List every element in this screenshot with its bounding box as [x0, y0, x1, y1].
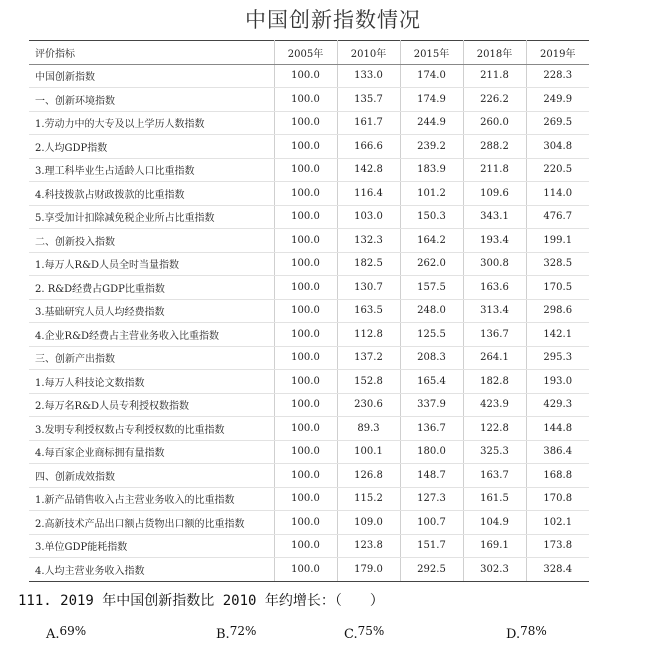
- option-a-value: 69%: [59, 624, 87, 638]
- index-value-cell: 262.0: [400, 252, 463, 276]
- index-value-cell: 123.8: [337, 534, 400, 558]
- table-row: [29, 464, 589, 488]
- index-value-cell: 100.0: [274, 182, 337, 206]
- index-value-cell: 100.0: [274, 111, 337, 135]
- indicator-name-cell: 3.单位GDP能耗指数: [29, 534, 274, 558]
- index-value-cell: 112.8: [337, 323, 400, 347]
- index-value-cell: 228.3: [526, 64, 589, 88]
- table-row: [29, 182, 589, 206]
- index-value-cell: 100.0: [274, 511, 337, 535]
- index-value-cell: 114.0: [526, 182, 589, 206]
- table-row: [29, 205, 589, 229]
- index-value-cell: 89.3: [337, 417, 400, 441]
- index-value-cell: 304.8: [526, 135, 589, 159]
- table-row: [29, 534, 589, 558]
- index-value-cell: 179.0: [337, 558, 400, 582]
- index-value-cell: 103.0: [337, 205, 400, 229]
- table-row: [29, 158, 589, 182]
- table-row: [29, 370, 589, 394]
- index-value-cell: 100.0: [274, 346, 337, 370]
- indicator-name-cell: 2.人均GDP指数: [29, 135, 274, 159]
- index-value-cell: 100.0: [274, 135, 337, 159]
- index-value-cell: 169.1: [463, 534, 526, 558]
- table-row: [29, 323, 589, 347]
- question-text: 111. 2019 年中国创新指数比 2010 年约增长：（ ）: [18, 593, 384, 609]
- index-value-cell: 211.8: [463, 64, 526, 88]
- index-value-cell: 182.8: [463, 370, 526, 394]
- table-row: [29, 487, 589, 511]
- index-value-cell: 476.7: [526, 205, 589, 229]
- index-value-cell: 269.5: [526, 111, 589, 135]
- option-d-letter: D.: [506, 627, 521, 642]
- table-row: [29, 393, 589, 417]
- table-row: [29, 417, 589, 441]
- index-value-cell: 132.3: [337, 229, 400, 253]
- index-value-cell: 100.0: [274, 417, 337, 441]
- option-b-letter: B.: [216, 627, 230, 642]
- table-row: [29, 299, 589, 323]
- index-value-cell: 150.3: [400, 205, 463, 229]
- indicator-name-cell: 1.新产品销售收入占主营业务收入的比重指数: [29, 487, 274, 511]
- index-value-cell: 166.6: [337, 135, 400, 159]
- table-row: [29, 511, 589, 535]
- table-row: [29, 229, 589, 253]
- indicator-name-cell: 2.高新技术产品出口额占货物出口额的比重指数: [29, 511, 274, 535]
- indicator-name-cell: 1.每万人R&D人员全时当量指数: [29, 252, 274, 276]
- index-value-cell: 199.1: [526, 229, 589, 253]
- column-header-2019: 2019年: [526, 41, 589, 65]
- index-value-cell: 161.7: [337, 111, 400, 135]
- index-value-cell: 163.5: [337, 299, 400, 323]
- index-value-cell: 182.5: [337, 252, 400, 276]
- index-value-cell: 208.3: [400, 346, 463, 370]
- index-value-cell: 100.0: [274, 323, 337, 347]
- index-value-cell: 100.0: [274, 487, 337, 511]
- index-value-cell: 102.1: [526, 511, 589, 535]
- index-value-cell: 130.7: [337, 276, 400, 300]
- index-value-cell: 161.5: [463, 487, 526, 511]
- index-value-cell: 100.0: [274, 393, 337, 417]
- index-value-cell: 302.3: [463, 558, 526, 582]
- index-value-cell: 295.3: [526, 346, 589, 370]
- index-value-cell: 298.6: [526, 299, 589, 323]
- table-row: [29, 135, 589, 159]
- column-header-2010: 2010年: [337, 41, 400, 65]
- indicator-name-cell: 一、创新环境指数: [29, 88, 274, 112]
- index-value-cell: 151.7: [400, 534, 463, 558]
- index-value-cell: 142.8: [337, 158, 400, 182]
- column-header-2018: 2018年: [463, 41, 526, 65]
- index-value-cell: 343.1: [463, 205, 526, 229]
- index-value-cell: 264.1: [463, 346, 526, 370]
- index-value-cell: 115.2: [337, 487, 400, 511]
- index-value-cell: 100.0: [274, 88, 337, 112]
- indicator-name-cell: 1.劳动力中的大专及以上学历人数指数: [29, 111, 274, 135]
- index-value-cell: 193.4: [463, 229, 526, 253]
- index-value-cell: 100.0: [274, 464, 337, 488]
- table-row: [29, 276, 589, 300]
- indicator-name-cell: 四、创新成效指数: [29, 464, 274, 488]
- indicator-name-cell: 三、创新产出指数: [29, 346, 274, 370]
- index-value-cell: 313.4: [463, 299, 526, 323]
- index-value-cell: 429.3: [526, 393, 589, 417]
- index-value-cell: 230.6: [337, 393, 400, 417]
- index-value-cell: 260.0: [463, 111, 526, 135]
- option-b-value: 72%: [229, 624, 257, 638]
- index-value-cell: 174.0: [400, 64, 463, 88]
- option-a-letter: A.: [46, 627, 60, 642]
- index-value-cell: 386.4: [526, 440, 589, 464]
- index-value-cell: 100.1: [337, 440, 400, 464]
- index-value-cell: 328.5: [526, 252, 589, 276]
- index-value-cell: 249.9: [526, 88, 589, 112]
- indicator-name-cell: 3.理工科毕业生占适龄人口比重指数: [29, 158, 274, 182]
- index-value-cell: 300.8: [463, 252, 526, 276]
- option-d-value: 78%: [520, 624, 547, 638]
- index-value-cell: 168.8: [526, 464, 589, 488]
- indicator-name-cell: 2. R&D经费占GDP比重指数: [29, 276, 274, 300]
- index-value-cell: 170.8: [526, 487, 589, 511]
- index-value-cell: 100.0: [274, 64, 337, 88]
- index-value-cell: 101.2: [400, 182, 463, 206]
- index-value-cell: 136.7: [463, 323, 526, 347]
- index-value-cell: 163.7: [463, 464, 526, 488]
- option-b[interactable]: [216, 624, 257, 642]
- index-value-cell: 100.0: [274, 205, 337, 229]
- option-c-value: 75%: [357, 624, 385, 638]
- index-value-cell: 133.0: [337, 64, 400, 88]
- table-row: [29, 440, 589, 464]
- index-value-cell: 220.5: [526, 158, 589, 182]
- table-row: [29, 252, 589, 276]
- indicator-name-cell: 4.科技拨款占财政拨款的比重指数: [29, 182, 274, 206]
- index-value-cell: 337.9: [400, 393, 463, 417]
- index-value-cell: 100.0: [274, 252, 337, 276]
- index-value-cell: 135.7: [337, 88, 400, 112]
- index-value-cell: 116.4: [337, 182, 400, 206]
- indicator-name-cell: 4.企业R&D经费占主营业务收入比重指数: [29, 323, 274, 347]
- index-value-cell: 100.0: [274, 440, 337, 464]
- index-value-cell: 126.8: [337, 464, 400, 488]
- indicator-name-cell: 2.每万名R&D人员专利授权数指数: [29, 393, 274, 417]
- index-value-cell: 148.7: [400, 464, 463, 488]
- index-value-cell: 125.5: [400, 323, 463, 347]
- table-row: [29, 558, 589, 582]
- index-value-cell: 142.1: [526, 323, 589, 347]
- index-value-cell: 144.8: [526, 417, 589, 441]
- table-row: [29, 88, 589, 112]
- indicator-name-cell: 4.每百家企业商标拥有量指数: [29, 440, 274, 464]
- indicator-name-cell: 中国创新指数: [29, 64, 274, 88]
- index-value-cell: 328.4: [526, 558, 589, 582]
- option-c-letter: C.: [344, 627, 358, 642]
- index-value-cell: 226.2: [463, 88, 526, 112]
- option-c[interactable]: [344, 624, 385, 642]
- index-value-cell: 104.9: [463, 511, 526, 535]
- index-value-cell: 157.5: [400, 276, 463, 300]
- index-value-cell: 100.0: [274, 158, 337, 182]
- index-value-cell: 122.8: [463, 417, 526, 441]
- index-value-cell: 152.8: [337, 370, 400, 394]
- indicator-name-cell: 4.人均主营业务收入指数: [29, 558, 274, 582]
- index-value-cell: 100.0: [274, 299, 337, 323]
- index-value-cell: 180.0: [400, 440, 463, 464]
- index-value-cell: 100.0: [274, 558, 337, 582]
- index-value-cell: 136.7: [400, 417, 463, 441]
- table-body: [29, 64, 589, 581]
- indicator-name-cell: 3.基础研究人员人均经费指数: [29, 299, 274, 323]
- index-value-cell: 100.0: [274, 276, 337, 300]
- index-value-cell: 239.2: [400, 135, 463, 159]
- index-value-cell: 165.4: [400, 370, 463, 394]
- indicator-name-cell: 3.发明专利授权数占专利授权数的比重指数: [29, 417, 274, 441]
- indicator-name-cell: 1.每万人科技论文数指数: [29, 370, 274, 394]
- index-value-cell: 100.0: [274, 229, 337, 253]
- index-value-cell: 164.2: [400, 229, 463, 253]
- index-value-cell: 288.2: [463, 135, 526, 159]
- column-header-2005: 2005年: [274, 41, 337, 65]
- table-header-row: [29, 41, 589, 65]
- index-value-cell: 292.5: [400, 558, 463, 582]
- index-value-cell: 109.0: [337, 511, 400, 535]
- option-d[interactable]: [506, 624, 547, 642]
- indicator-name-cell: 5.享受加计扣除减免税企业所占比重指数: [29, 205, 274, 229]
- index-value-cell: 211.8: [463, 158, 526, 182]
- option-a[interactable]: [46, 624, 87, 642]
- index-value-cell: 193.0: [526, 370, 589, 394]
- column-header-indicator: 评价指标: [29, 41, 274, 65]
- index-value-cell: 173.8: [526, 534, 589, 558]
- index-value-cell: 163.6: [463, 276, 526, 300]
- index-value-cell: 423.9: [463, 393, 526, 417]
- index-value-cell: 170.5: [526, 276, 589, 300]
- index-value-cell: 174.9: [400, 88, 463, 112]
- table-row: [29, 346, 589, 370]
- index-value-cell: 127.3: [400, 487, 463, 511]
- index-value-cell: 325.3: [463, 440, 526, 464]
- index-value-cell: 137.2: [337, 346, 400, 370]
- page-title: 中国创新指数情况: [245, 8, 421, 32]
- index-value-cell: 100.0: [274, 370, 337, 394]
- column-header-2015: 2015年: [400, 41, 463, 65]
- index-value-cell: 244.9: [400, 111, 463, 135]
- index-value-cell: 183.9: [400, 158, 463, 182]
- innovation-index-table: [29, 40, 589, 582]
- index-value-cell: 100.7: [400, 511, 463, 535]
- table-row: [29, 111, 589, 135]
- table-row: [29, 64, 589, 88]
- index-value-cell: 248.0: [400, 299, 463, 323]
- index-value-cell: 100.0: [274, 534, 337, 558]
- index-value-cell: 109.6: [463, 182, 526, 206]
- indicator-name-cell: 二、创新投入指数: [29, 229, 274, 253]
